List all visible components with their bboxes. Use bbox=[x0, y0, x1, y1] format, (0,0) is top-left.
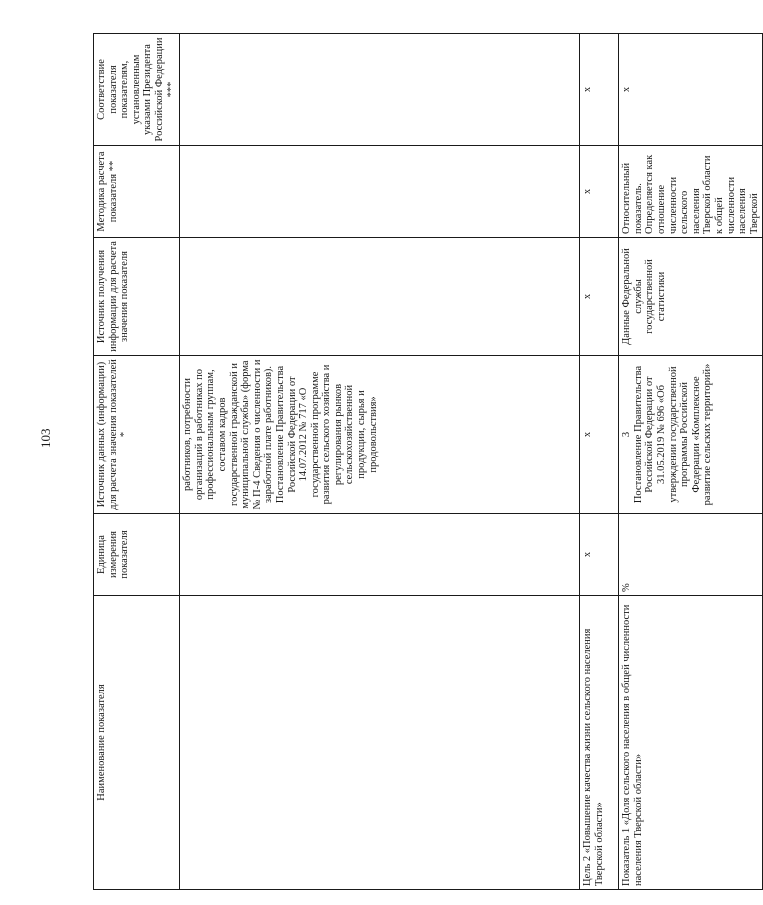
goal-unit: х bbox=[580, 514, 619, 596]
indicator-method: Относительный показатель. Определяется как отношение численности сельского населения Тверской области к общей численности населения Тверской bbox=[619, 146, 763, 238]
indicator-unit: % bbox=[619, 514, 763, 596]
header-data-source: Источник данных (информации) для расчета значения показателей * bbox=[94, 356, 180, 514]
indicator-data-source-cell bbox=[619, 356, 763, 514]
cell-data-source: работников, потребности организаций в работниках по профессиональным группам, составом кадров государственной гражданской и муниципальной службы» (форма № П-4 Сведения о численности и заработной плате работников). Постановление Правительства Российской Федерации от 14.07.2012 № 717 «О государственной программе развития сельского хозяйства и регулирования рынков сельскохозяйственной продукции, сырья и продовольствия» bbox=[180, 356, 580, 514]
table-row-indicator bbox=[619, 34, 763, 890]
indicator-table bbox=[93, 33, 763, 890]
indicator-data-source: Постановление Правительства Российской Федерации от 31.05.2019 № 696 «Об утверждении государственной программы Российской Федерации «Комплексное развитие сельских территорий» bbox=[632, 363, 714, 506]
cell-name bbox=[180, 596, 580, 890]
goal-info-source: х bbox=[580, 238, 619, 356]
header-method: Методика расчета показателя ** bbox=[94, 146, 180, 238]
table-header-row bbox=[94, 34, 180, 890]
indicator-info-source: Данные Федеральной службы государственной статистики bbox=[619, 238, 763, 356]
table-row-goal bbox=[580, 34, 619, 890]
header-unit: Единица измерения показателя bbox=[94, 514, 180, 596]
cell-unit bbox=[180, 514, 580, 596]
indicator-table-rotated bbox=[93, 34, 760, 890]
header-compliance: Соответствие показателя показателям, установленным указами Президента Российской Федерации *** bbox=[94, 34, 180, 146]
indicator-data-source-number: 3 bbox=[621, 431, 633, 438]
goal-data-source: х bbox=[580, 356, 619, 514]
goal-name: Цель 2 «Повышение качества жизни сельского населения Тверской области» bbox=[580, 596, 619, 890]
header-info-source: Источник получения информации для расчета значения показателя bbox=[94, 238, 180, 356]
header-name: Наименование показателя bbox=[94, 596, 180, 890]
cell-method bbox=[180, 146, 580, 238]
goal-compliance: х bbox=[580, 34, 619, 146]
table-row bbox=[180, 34, 580, 890]
indicator-name: Показатель 1 «Доля сельского населения в общей численности населения Тверской области» bbox=[619, 596, 763, 890]
goal-method: х bbox=[580, 146, 619, 238]
page-number: 103 bbox=[38, 428, 53, 448]
indicator-compliance: х bbox=[619, 34, 763, 146]
cell-info-source bbox=[180, 238, 580, 356]
cell-compliance bbox=[180, 34, 580, 146]
